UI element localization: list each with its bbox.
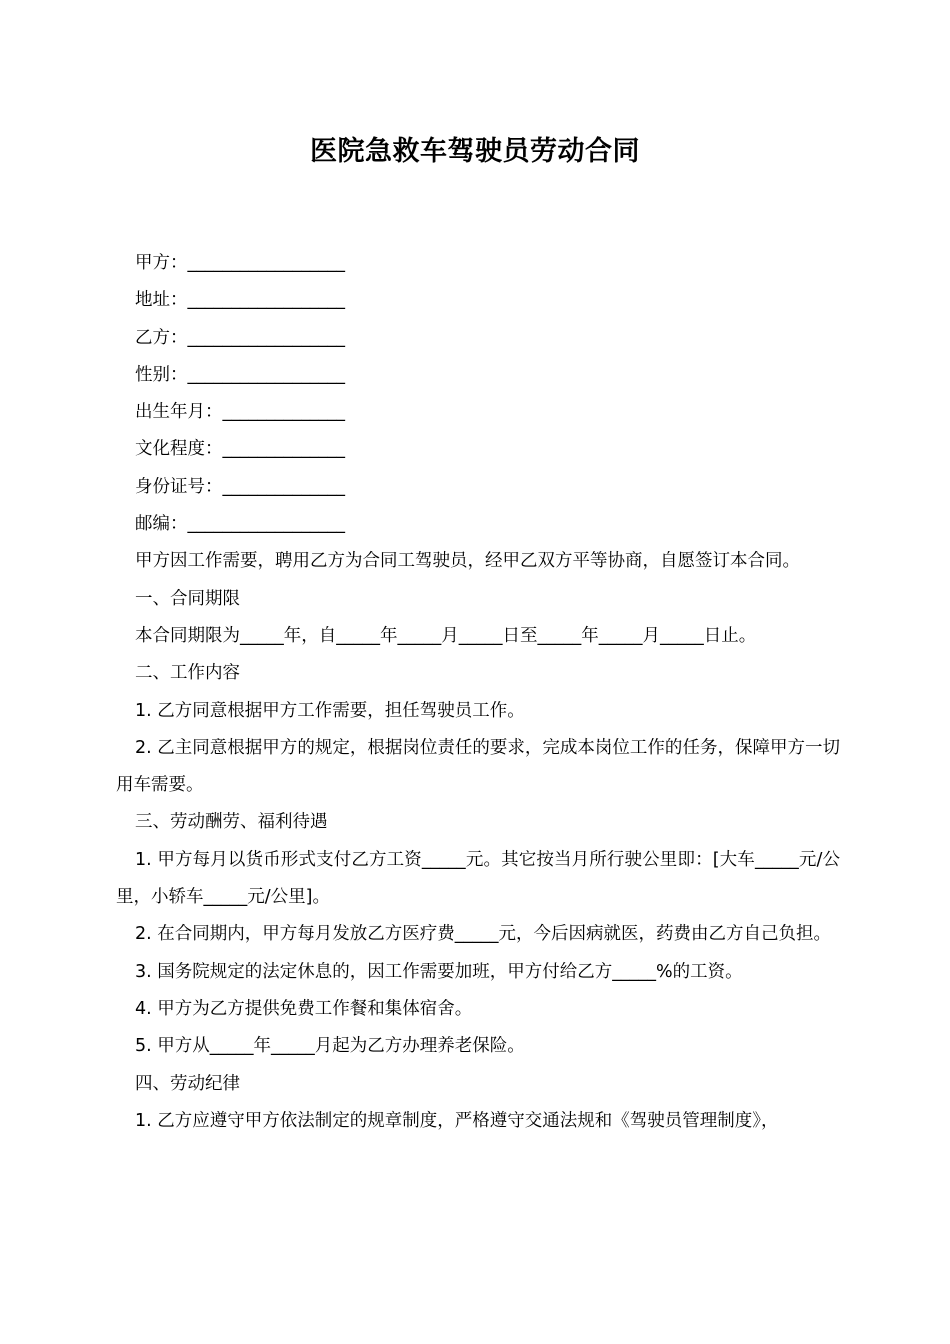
field-education: 文化程度：______________ [135, 439, 345, 460]
clause-item: 2. 在合同期内，甲方每月发放乙方医疗费_____元，今后因病就医，药费由乙方自己负担。 [135, 924, 832, 945]
contract-term-text: 本合同期限为_____年，自_____年_____月_____日至_____年_____月_____日止。 [135, 625, 757, 646]
section-heading: 一、合同期限 [135, 588, 240, 609]
field-postcode: 邮编：__________________ [135, 514, 345, 535]
clause-item: 2. 乙主同意根据甲方的规定，根据岗位责任的要求，完成本岗位工作的任务，保障甲方一切用车需要。 [116, 737, 840, 796]
field-address: 地址：__________________ [135, 290, 345, 311]
clause-item: 1. 乙方同意根据甲方工作需要，担任驾驶员工作。 [135, 700, 525, 721]
field-gender: 性别：__________________ [135, 364, 345, 385]
field-birth-date: 出生年月：______________ [135, 402, 345, 423]
section-heading: 四、劳动纪律 [135, 1073, 240, 1094]
clause-item: 4. 甲方为乙方提供免费工作餐和集体宿舍。 [135, 998, 473, 1019]
section-heading: 三、劳动酬劳、福利待遇 [135, 812, 328, 833]
clause-item: 1. 甲方每月以货币形式支付乙方工资_____元。其它按当月所行驶公里即：[大车_____元/公里，小轿车_____元/公里]。 [116, 849, 840, 908]
section-heading: 二、工作内容 [135, 663, 240, 684]
field-id-number: 身份证号：______________ [135, 476, 345, 497]
clause-item: 3. 国务院规定的法定休息的，因工作需要加班，甲方付给乙方_____%的工资。 [135, 961, 743, 982]
clause-item: 5. 甲方从_____年_____月起为乙方办理养老保险。 [135, 1036, 525, 1057]
intro-paragraph: 甲方因工作需要，聘用乙方为合同工驾驶员，经甲乙双方平等协商，自愿签订本合同。 [135, 551, 800, 572]
document-body [116, 245, 840, 1140]
field-party-a: 甲方：__________________ [135, 253, 345, 273]
document-title: 医院急救车驾驶员劳动合同 [310, 136, 640, 167]
field-party-b: 乙方：__________________ [135, 327, 345, 348]
clause-item: 1. 乙方应遵守甲方依法制定的规章制度，严格遵守交通法规和《驾驶员管理制度》， [135, 1110, 779, 1131]
